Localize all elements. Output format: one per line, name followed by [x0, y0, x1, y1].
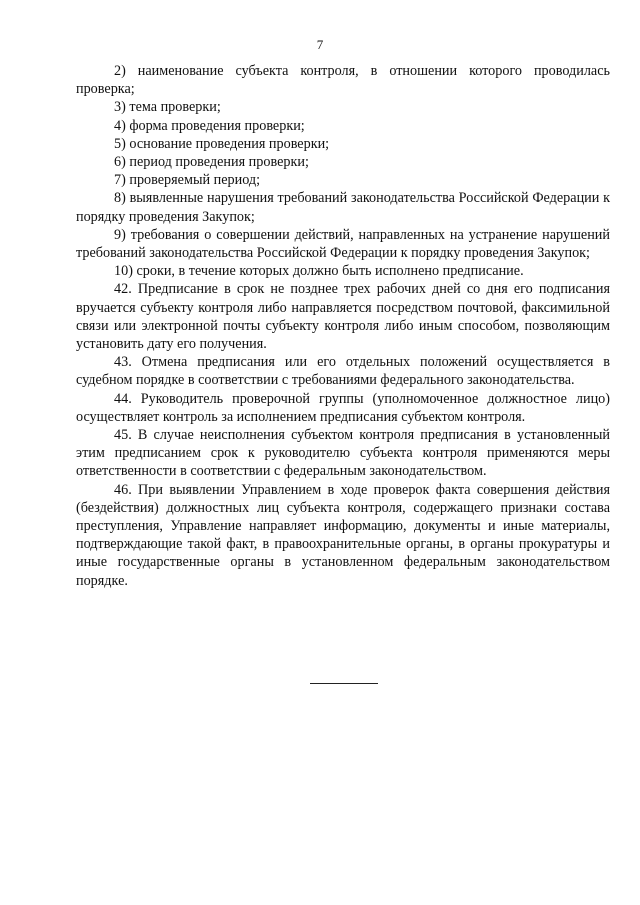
list-item-2: 2) наименование субъекта контроля, в отношении которого проводилась проверка; — [76, 63, 610, 98]
list-item-8: 8) выявленные нарушения требований законодательства Российской Федерации к порядку проведения Закупок; — [76, 190, 610, 225]
list-item-3: 3) тема проверки; — [114, 99, 221, 116]
list-item-5: 5) основание проведения проверки; — [114, 135, 330, 152]
clause-43: 43. Отмена предписания или его отдельных положений осуществляется в судебном порядке в соответствии с требованиями федерального законодательства. — [76, 354, 610, 389]
page-number: 7 — [316, 37, 324, 52]
clause-45: 45. В случае неисполнения субъектом контроля предписания в установленный этим предписанием срок к руководителю субъекта контроля применяются меры ответственности в соответствии с федеральным законодательством. — [76, 427, 610, 480]
list-item-9: 9) требования о совершении действий, направленных на устранение нарушений требований законодательства Российской Федерации к порядку проведения Закупок; — [76, 226, 610, 262]
list-item-4: 4) форма проведения проверки; — [114, 117, 305, 134]
clause-46: 46. При выявлении Управлением в ходе проверок факта совершения действия (бездействия) должностных лиц субъекта контроля, содержащего признаки состава преступления, Управление направляет информацию, документы и иные материалы, подтверждающие такой факт, в правоохранительные органы, в органы прокуратуры и иные государственные органы в установленном федеральным законодательством порядке. — [76, 481, 610, 589]
document-body — [76, 62, 610, 590]
clause-42: 42. Предписание в срок не позднее трех рабочих дней со дня его подписания вручается субъекту контроля либо направляется посредством почтовой, факсимильной связи или электронной почты субъекту контроля либо иным способом, позволяющим установить дату его получения. — [76, 281, 610, 353]
list-item-6: 6) период проведения проверки; — [114, 154, 309, 171]
clause-44: 44. Руководитель проверочной группы (уполномоченное должностное лицо) осуществляет контроль за исполнением предписания субъектом контроля. — [76, 390, 610, 425]
list-item-7: 7) проверяемый период; — [114, 172, 261, 189]
list-item-10: 10) сроки, в течение которых должно быть исполнено предписание. — [114, 263, 524, 280]
end-separator-line — [310, 683, 378, 684]
